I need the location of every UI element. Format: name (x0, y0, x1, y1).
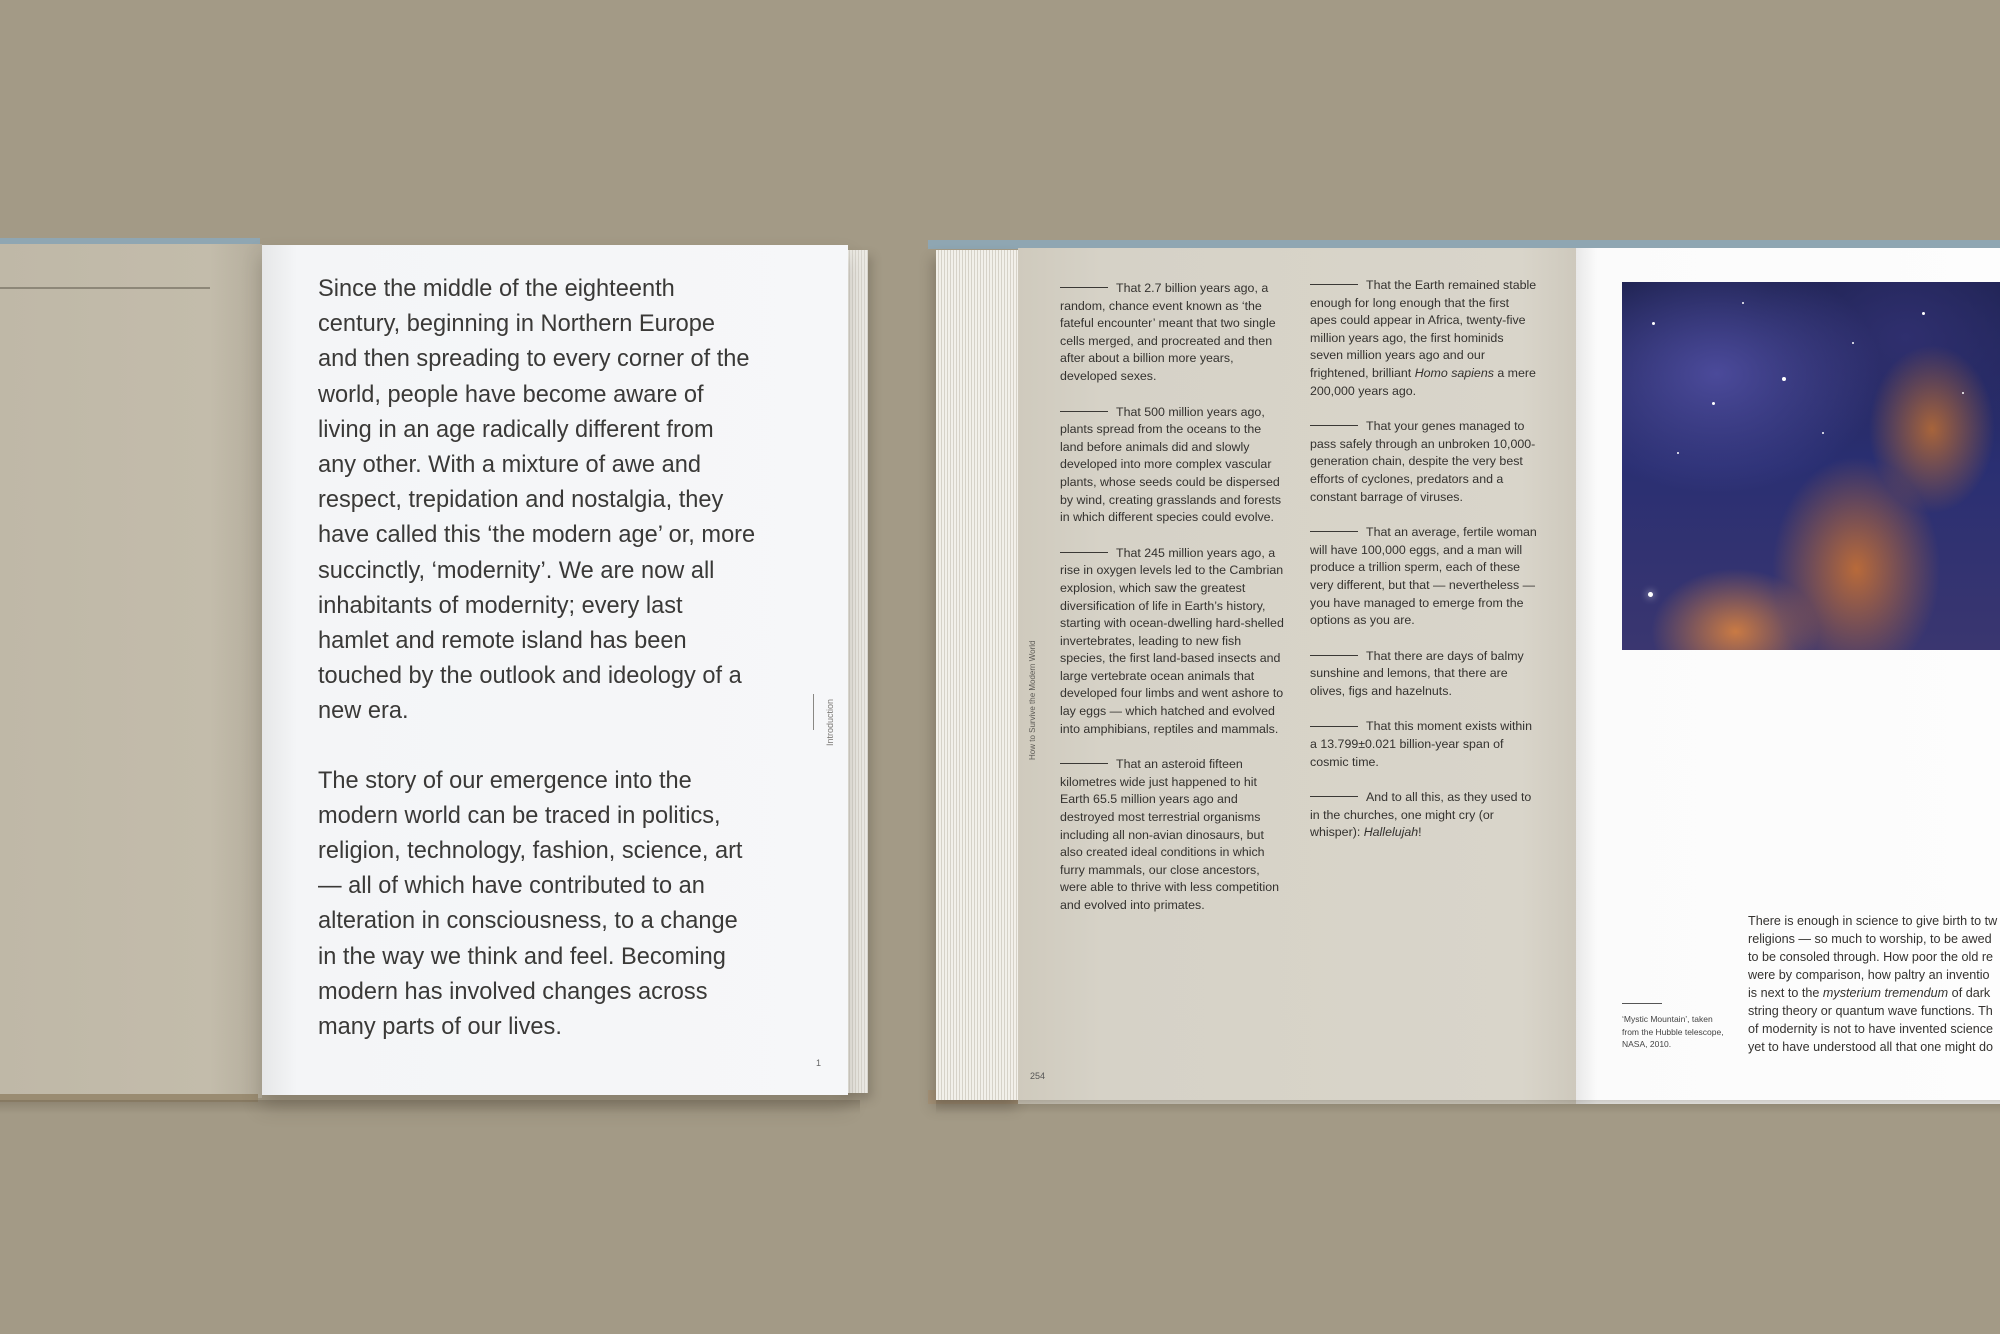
star (1822, 432, 1824, 434)
star (1677, 452, 1679, 454)
star (1782, 377, 1786, 381)
paragraph: That 500 million years ago, plants spread from the oceans to the land before animals did and slowly developed into more complex vascular plants, whose seeds could be dispersed by wind, creating grasslands and forests in which different species could evolve. (1060, 404, 1282, 525)
paragraph: That an average, fertile woman will have 100,000 eggs, and a man will produce a trillion sperm, each of these very different, but that — nevertheless — you have managed to emerge from the options as you are. (1310, 525, 1537, 628)
text-line: yet to have understood all that one might do (1748, 1040, 1994, 1054)
paragraph: That your genes managed to pass safely through an unbroken 10,000-generation chain, despite the very best efforts of cyclones, predators and a constant barrage of viruses. (1310, 419, 1536, 504)
em-dash-rule (1310, 531, 1358, 532)
text-column-right (1310, 277, 1538, 860)
text-line: to be consoled through. How poor the old re (1748, 950, 1994, 964)
recto-body-text (1748, 912, 2000, 1056)
em-dash-rule (1060, 411, 1108, 412)
paragraph: That this moment exists within a 13.799±0.021 billion-year span of cosmic time. (1310, 719, 1532, 769)
verso-rule (0, 287, 210, 289)
paragraph: That 245 million years ago, a rise in oxygen levels led to the Cambrian explosion, which saw the greatest diversification of life in Earth’s history, starting with ocean-dwelling hard-shelled invertebrates, leading to new fish species, the first land-based insects and large vertebrate ocean animals that developed four limbs and went ashore to lay eggs — which hatched and evolved into amphibians, reptiles and mammals. (1060, 545, 1284, 736)
text-line: string theory or quantum wave functions. Th (1748, 1004, 1993, 1018)
text-line: of modernity is not to have invented science (1748, 1022, 1994, 1036)
star (1652, 322, 1655, 325)
text-line: is next to the mysterium tremendum of dark (1748, 986, 1991, 1000)
paragraph: And to all this, as they used to in the churches, one might cry (or whisper): Hallelujah! (1310, 790, 1532, 840)
intro-paragraph-1: Since the middle of the eighteenth century, beginning in Northern Europe and then spreading to every corner of the world, people have become aware of living in an age radically different from any other. With a mixture of awe and respect, trepidation and nostalgia, they have called this ‘the modern age’ or, more succinctly, ‘modernity’. We are now all inhabitants of modernity; every last hamlet and remote island has been touched by the outlook and ideology of a new era. (318, 276, 756, 725)
running-head-book-title: How to Survive the Modern World (1028, 640, 1037, 760)
em-dash-rule (1060, 763, 1108, 764)
star (1712, 402, 1715, 405)
photo-caption: ‘Mystic Mountain’, taken from the Hubble telescope, NASA, 2010. (1622, 1014, 1724, 1049)
star (1742, 302, 1744, 304)
left-verso-page (0, 244, 262, 1098)
text-line: religions — so much to worship, to be awed (1748, 932, 1992, 946)
star (1648, 592, 1653, 597)
em-dash-rule (1310, 655, 1358, 656)
em-dash-rule (1060, 287, 1108, 288)
em-dash-rule (1310, 425, 1358, 426)
em-dash-rule (1310, 796, 1358, 797)
text-line: There is enough in science to give birth to tw (1748, 914, 1998, 928)
intro-body-text (318, 272, 758, 1079)
paragraph: That the Earth remained stable enough for long enough that the first apes could appear in Africa, twenty-five million years ago, the first hominids seven million years ago and our frightened, brilliant Homo sapiens a mere 200,000 years ago. (1310, 278, 1537, 398)
star (1922, 312, 1925, 315)
em-dash-rule (1310, 726, 1358, 727)
running-head-introduction: Introduction (825, 698, 835, 746)
paragraph: That 2.7 billion years ago, a random, chance event known as ‘the fateful encounter’ meant that two single cells merged, and procreated and then after about a billion more years, developed sexes. (1060, 281, 1276, 383)
right-book-shadow (936, 1100, 2000, 1114)
paragraph: That there are days of balmy sunshine and lemons, that there are olives, figs and hazelnuts. (1310, 648, 1524, 698)
star (1962, 392, 1964, 394)
nebula-photo (1622, 282, 2000, 650)
text-line: were by comparison, how paltry an inventio (1748, 968, 1990, 982)
page-number: 1 (816, 1058, 822, 1068)
text-column-left (1060, 280, 1285, 933)
em-dash-rule (1310, 284, 1358, 285)
em-dash-rule (1060, 552, 1108, 553)
intro-paragraph-2: The story of our emergence into the modern world can be traced in politics, religion, technology, fashion, science, art — all of which have contributed to an alteration in consciousness, to a change in the way we think and feel. Becoming modern has involved changes across many parts of our lives. (318, 767, 743, 1041)
star (1852, 342, 1854, 344)
running-head-rule (813, 694, 814, 730)
paragraph: That an asteroid fifteen kilometres wide just happened to hit Earth 65.5 million years ago and destroyed most terrestrial organisms including all non-avian dinosaurs, but also created ideal conditions in which furry mammals, our close ancestors, were able to thrive with less competition and evolved into primates. (1060, 757, 1280, 912)
caption-rule (1622, 1003, 1662, 1004)
left-book-shadow (0, 1100, 860, 1114)
right-book-page-block (936, 250, 1020, 1100)
page-number: 254 (1030, 1071, 1046, 1081)
